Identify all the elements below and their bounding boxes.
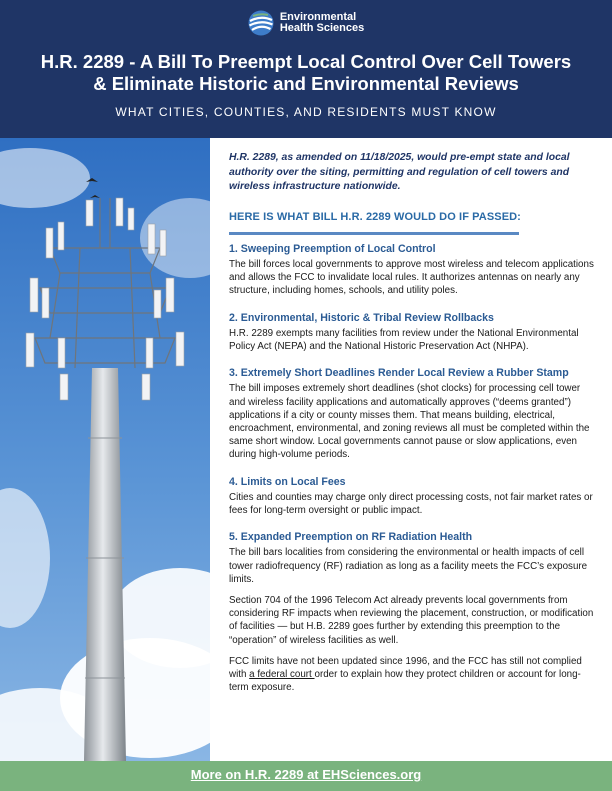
logo-line-1: Environmental — [279, 11, 357, 23]
page-title — [10, 51, 602, 95]
item-text: The bill forces local governments to approve most wireless and telecom applications and allows the FCC to invalidate local rules. It authorizes antennas on nearly any structure, including homes, schools, and utility poles. — [229, 258, 594, 297]
intro-paragraph — [229, 151, 599, 195]
page-subtitle: WHAT CITIES, COUNTIES, AND RESIDENTS MUST KNOW — [115, 105, 497, 119]
fcc-limits-paragraph — [229, 655, 599, 695]
heading-divider — [229, 232, 519, 235]
logo-line-2: Health Sciences — [279, 22, 365, 34]
intro-part-2: over the siting, permitting and regulation of cell towers and wireless infrastructure nationwide. — [229, 166, 570, 192]
fcc-text-after: order to explain how they protect children or account for long-term exposure. — [229, 668, 581, 694]
title-line-1: H.R. 2289 - A Bill To Preempt Local Control Over Cell Towers — [40, 51, 572, 72]
item-title: 4. Limits on Local Fees — [229, 475, 346, 488]
item-text: Cities and counties may charge only direct processing costs, not fair market rates or fees for long-term oversight or public impact. — [229, 491, 593, 516]
globe-leaf-icon — [248, 10, 274, 36]
cell-tower-photo — [0, 138, 210, 761]
list-item — [229, 367, 599, 461]
title-line-2: & Eliminate Historic and Environmental Reviews — [93, 73, 519, 94]
federal-court-link[interactable]: a federal court — [249, 668, 315, 680]
section-704-paragraph: Section 704 of the 1996 Telecom Act already prevents local governments from considering RF impacts when reviewing the placement, construction, or modification of facilities — but H.B. 2289 goes further by extending this preemption to the “operation” of wireless facilities as well. — [229, 594, 594, 646]
item-title: 2. Environmental, Historic & Tribal Review Rollbacks — [229, 311, 494, 324]
fcc-text-before: FCC limits have not been updated since 1996, and the FCC has still not complied with — [229, 655, 582, 680]
list-item — [229, 243, 599, 298]
footer-bar — [0, 761, 612, 791]
item-title: 1. Sweeping Preemption of Local Control — [229, 242, 436, 255]
list-item — [229, 531, 599, 586]
logo — [0, 10, 612, 40]
item-text: The bill imposes extremely short deadlines (shot clocks) for processing cell tower and wireless facility applications and automatically approves (“deems granted”) applications if a city or county misses them. That means building, electrical, encroachment, environmental, and zoning reviews all must be completed within the same short window. Local governments cannot pause or slow applications, even during high-volume periods. — [229, 383, 590, 461]
item-title: 5. Expanded Preemption on RF Radiation Health — [229, 531, 473, 544]
list-item — [229, 476, 599, 518]
main-content — [229, 151, 599, 694]
section-heading: HERE IS WHAT BILL H.R. 2289 WOULD DO IF PASSED: — [229, 210, 521, 223]
item-title: 3. Extremely Short Deadlines Render Local Review a Rubber Stamp — [229, 367, 569, 380]
list-item — [229, 312, 599, 354]
item-text: H.R. 2289 exempts many facilities from review under the National Environmental Policy Act (NEPA) and the National Historic Preservation Act (NHPA). — [229, 327, 579, 352]
intro-part-1: H.R. 2289, as amended on 11/18/2025, would pre-empt state and local authority — [229, 152, 570, 178]
item-text: The bill bars localities from considering the environmental or health impacts of cell tower radiofrequency (RF) radiation as long as a facility meets the FCC’s exposure limits. — [229, 547, 588, 585]
footer-link[interactable]: More on H.R. 2289 at EHSciences.org — [190, 767, 422, 782]
header-banner — [0, 0, 612, 138]
